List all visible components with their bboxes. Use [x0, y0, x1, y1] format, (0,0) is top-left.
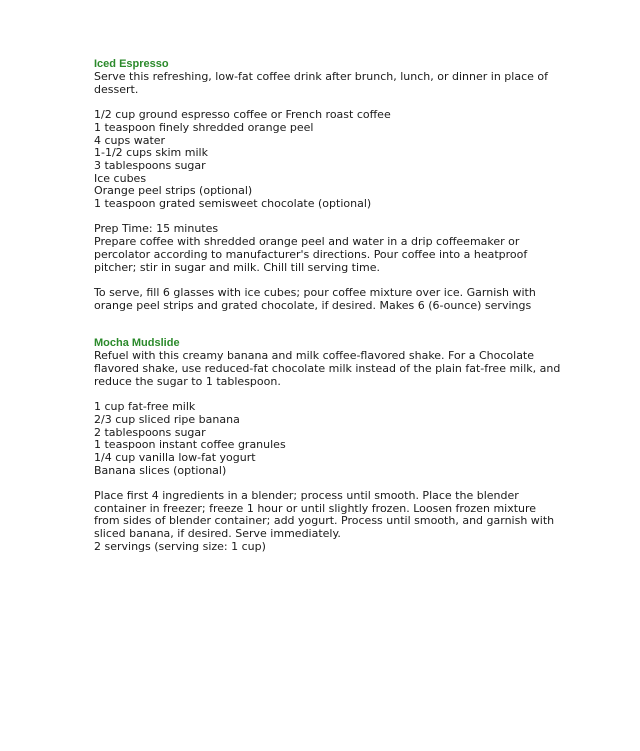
ingredient-item: Ice cubes: [94, 171, 147, 185]
ingredient-item: 1 teaspoon instant coffee granules: [94, 438, 286, 452]
ingredient-item: 1 cup fat-free milk: [94, 400, 196, 414]
recipe-mocha-mudslide: [94, 337, 564, 553]
ingredient-item: 3 tablespoons sugar: [94, 158, 206, 172]
prep-time: Prep Time: 15 minutes: [94, 222, 219, 236]
recipe-intro: Serve this refreshing, low-fat coffee drink after brunch, lunch, or dinner in place of dessert.: [94, 70, 548, 96]
ingredient-item: 2/3 cup sliced ripe banana: [94, 412, 240, 426]
recipe-title: Iced Espresso: [94, 58, 169, 70]
ingredient-item: 1 teaspoon grated semisweet chocolate (optional): [94, 197, 372, 211]
ingredient-item: 4 cups water: [94, 133, 166, 147]
section-spacer: [94, 312, 564, 337]
recipe-directions: Place first 4 ingredients in a blender; process until smooth. Place the blender container in freezer; freeze 1 hour or until slightly frozen. Loosen frozen mixture from sides of blender container; add yogurt. Process until smooth, and garnish with sliced banana, if desired. Serve immediately.: [94, 489, 555, 541]
document-page: [94, 58, 564, 554]
ingredient-item: 1/2 cup ground espresso coffee or French roast coffee: [94, 108, 391, 122]
ingredient-list: [94, 401, 564, 477]
recipe-servings: 2 servings (serving size: 1 cup): [94, 539, 266, 553]
ingredient-list: [94, 109, 564, 211]
recipe-directions: Prepare coffee with shredded orange peel and water in a drip coffeemaker or percolator according to manufacturer's directions. Pour coffee into a heatproof pitcher; stir in sugar and milk. Chill till serving time.: [94, 235, 528, 274]
ingredient-item: 2 tablespoons sugar: [94, 425, 206, 439]
recipe-title: Mocha Mudslide: [94, 337, 180, 350]
recipe-serving-directions: To serve, fill 6 glasses with ice cubes; pour coffee mixture over ice. Garnish with orange peel strips and grated chocolate, if desired. Makes 6 (6-ounce) servings: [94, 285, 536, 312]
ingredient-item: Orange peel strips (optional): [94, 184, 253, 198]
ingredient-item: 1/4 cup vanilla low-fat yogurt: [94, 450, 256, 464]
ingredient-item: 1-1/2 cups skim milk: [94, 146, 208, 160]
recipe-iced-espresso: [94, 58, 564, 312]
spacer: [94, 274, 564, 287]
recipe-intro: Refuel with this creamy banana and milk coffee-flavored shake. For a Chocolate flavored shake, use reduced-fat chocolate milk instead of the plain fat-free milk, and reduce the sugar to 1 tablespoon.: [94, 349, 561, 388]
ingredient-item: Banana slices (optional): [94, 463, 227, 477]
ingredient-item: 1 teaspoon finely shredded orange peel: [94, 120, 314, 134]
